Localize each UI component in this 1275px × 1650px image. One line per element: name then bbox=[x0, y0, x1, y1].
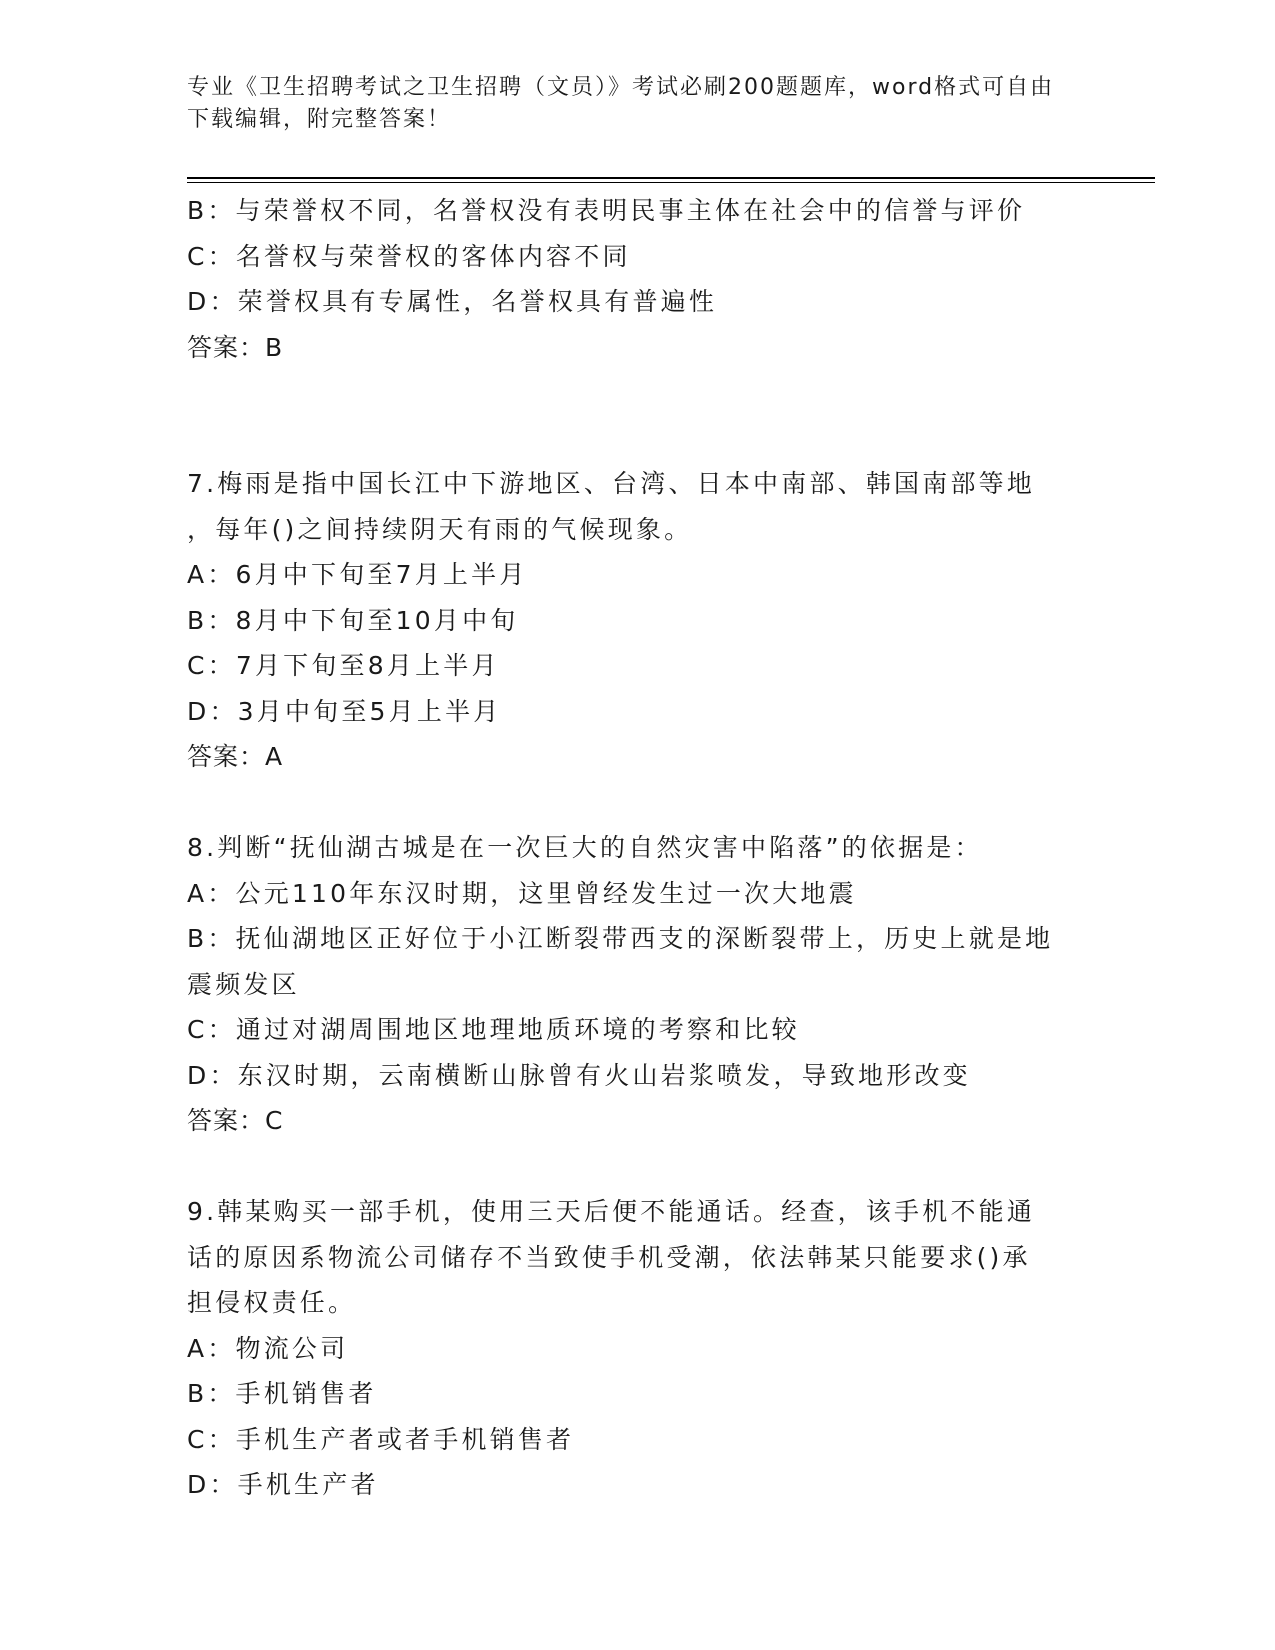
block-spacer bbox=[187, 370, 1087, 416]
option-line: C：手机生产者或者手机销售者 bbox=[187, 1424, 575, 1454]
option-line: A：公元110年东汉时期，这里曾经发生过一次大地震 bbox=[187, 878, 857, 908]
question-block bbox=[187, 188, 1087, 370]
block-spacer bbox=[187, 416, 1087, 462]
question-stem-line: 话的原因系物流公司储存不当致使手机受潮，依法韩某只能要求()承 bbox=[187, 1242, 1031, 1272]
option-line: D：3月中旬至5月上半月 bbox=[187, 696, 502, 726]
option-line: C：7月下旬至8月上半月 bbox=[187, 651, 500, 680]
question-stem-line: 8.判断“抚仙湖古城是在一次巨大的自然灾害中陷落”的依据是： bbox=[187, 833, 983, 862]
header-rule-thick bbox=[187, 177, 1155, 179]
option-line: B：8月中下旬至10月中旬 bbox=[187, 605, 519, 635]
question-block bbox=[187, 461, 1087, 780]
option-line: B：与荣誉权不同，名誉权没有表明民事主体在社会中的信誉与评价 bbox=[187, 196, 1026, 225]
answer-line: 答案：C bbox=[187, 1106, 284, 1135]
answer-line: 答案：B bbox=[187, 332, 284, 362]
option-line: C：名誉权与荣誉权的客体内容不同 bbox=[187, 241, 631, 271]
option-line: C：通过对湖周围地区地理地质环境的考察和比较 bbox=[187, 1015, 800, 1044]
question-stem-line: ，每年()之间持续阴天有雨的气候现象。 bbox=[187, 514, 693, 544]
document-header: 专业《卫生招聘考试之卫生招聘（文员）》考试必刷200题题库，word格式可自由下载编辑，附完整答案！ bbox=[187, 75, 1055, 132]
option-line: A：6月中下旬至7月上半月 bbox=[187, 560, 528, 589]
option-line: B：抚仙湖地区正好位于小江断裂带西支的深断裂带上，历史上就是地 bbox=[187, 924, 1054, 953]
header-rule-thin bbox=[187, 182, 1155, 183]
question-stem-line: 9.韩某购买一部手机，使用三天后便不能通话。经查，该手机不能通 bbox=[187, 1197, 1036, 1226]
block-spacer bbox=[187, 780, 1087, 826]
option-line: B：手机销售者 bbox=[187, 1379, 377, 1408]
block-spacer bbox=[187, 1144, 1087, 1190]
option-line: D：荣誉权具有专属性，名誉权具有普遍性 bbox=[187, 287, 718, 316]
question-block bbox=[187, 825, 1087, 1144]
option-line: D：东汉时期，云南横断山脉曾有火山岩浆喷发，导致地形改变 bbox=[187, 1060, 971, 1090]
option-line: D：手机生产者 bbox=[187, 1470, 379, 1499]
question-block bbox=[187, 1189, 1087, 1508]
option-line: A：物流公司 bbox=[187, 1333, 349, 1363]
question-stem-line: 担侵权责任。 bbox=[187, 1288, 357, 1317]
option-line: 震频发区 bbox=[187, 969, 300, 999]
answer-line: 答案：A bbox=[187, 742, 284, 771]
question-content bbox=[187, 188, 1087, 1508]
question-stem-line: 7.梅雨是指中国长江中下游地区、台湾、日本中南部、韩国南部等地 bbox=[187, 469, 1036, 498]
